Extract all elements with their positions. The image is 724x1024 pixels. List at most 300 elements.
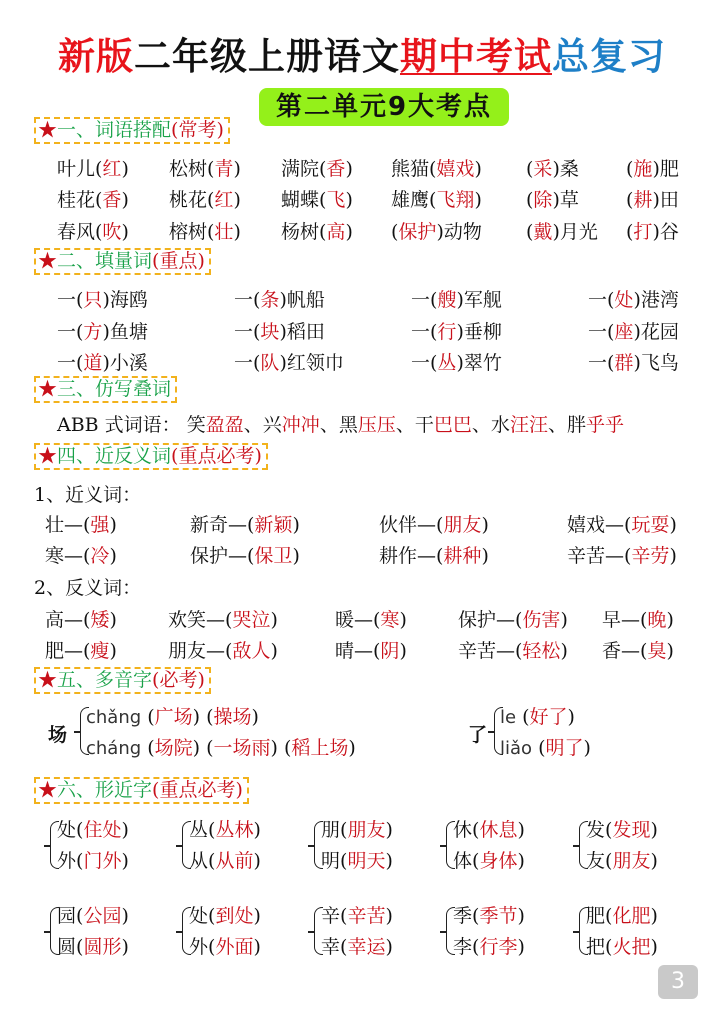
fill-in-item: [168, 605, 278, 632]
example-word: 外面: [215, 936, 254, 958]
fill-in-item: [411, 317, 502, 344]
item-answer: 矮: [90, 609, 110, 631]
item-suffix: ): [474, 189, 482, 211]
section-label: 五、多音字: [57, 669, 153, 691]
item-answer: 座: [614, 321, 634, 343]
example-word: 火把: [612, 936, 651, 958]
item-suffix: ): [399, 640, 407, 662]
similar-char-line: 休(休息): [453, 819, 525, 841]
star-icon: ★: [38, 669, 58, 691]
item-prompt: 辛苦—(: [567, 545, 632, 567]
item-answer: 飞: [326, 189, 346, 211]
fill-in-item: [391, 217, 482, 244]
item-suffix: )军舰: [456, 289, 502, 311]
abb-words-line: [57, 410, 624, 437]
item-suffix: ): [270, 609, 278, 631]
example-word: 明天: [347, 850, 386, 872]
item-answer: 方: [83, 321, 103, 343]
abb-separator: 、: [547, 414, 567, 436]
item-suffix: ): [345, 221, 353, 243]
pinyin: le: [500, 707, 517, 728]
char: 友: [586, 850, 606, 872]
item-suffix: ): [345, 189, 353, 211]
example-word-wrap: (广场): [141, 706, 201, 728]
item-prompt: 辛苦—(: [458, 640, 523, 662]
item-suffix: )桑: [552, 158, 579, 180]
item-answer: 保卫: [254, 545, 293, 567]
similar-char-line: 季(季节): [453, 905, 525, 927]
section-label: 四、近反义词: [57, 445, 172, 467]
item-prompt: 一(: [411, 352, 438, 374]
char: 园: [57, 905, 77, 927]
item-prompt: 满院(: [281, 158, 327, 180]
example-word-wrap: (稻上场): [277, 737, 356, 759]
item-answer: 飞翔: [436, 189, 475, 211]
item-suffix: )田: [652, 189, 679, 211]
item-answer: 施: [633, 158, 653, 180]
item-suffix: )鱼塘: [102, 321, 148, 343]
star-icon: ★: [38, 250, 58, 272]
polyphone-reading: [500, 702, 575, 729]
item-prompt: (: [526, 158, 534, 180]
abb-base: 黑: [338, 414, 358, 436]
item-answer: 红: [102, 158, 122, 180]
fill-in-item: [335, 636, 407, 663]
item-prompt: 一(: [57, 289, 84, 311]
example-word: 化肥: [612, 905, 651, 927]
item-answer: 丛: [437, 352, 457, 374]
item-answer: 处: [614, 289, 634, 311]
item-suffix: ): [481, 545, 489, 567]
item-answer: 晚: [647, 609, 667, 631]
item-suffix: ): [560, 640, 568, 662]
example-word: 丛林: [215, 819, 254, 841]
item-suffix: )垂柳: [456, 321, 502, 343]
item-prompt: 一(: [234, 321, 261, 343]
item-suffix: ): [121, 189, 129, 211]
similar-char-line: 体(身体): [453, 850, 525, 872]
fill-in-item: [45, 636, 117, 663]
abb-reduplication: 汪汪: [509, 414, 548, 436]
abb-reduplication: 冲冲: [281, 414, 320, 436]
item-suffix: ): [292, 514, 300, 536]
fill-in-item: [190, 541, 300, 568]
example-word: 季节: [479, 905, 518, 927]
star-icon: ★: [38, 779, 58, 801]
page-number-badge: 3: [658, 965, 698, 999]
char: 辛: [321, 905, 341, 927]
item-prompt: 保护—(: [458, 609, 523, 631]
similar-char-line: 圆(圆形): [57, 936, 129, 958]
item-prompt: 一(: [411, 289, 438, 311]
char: 处: [189, 905, 209, 927]
item-prompt: 朋友—(: [168, 640, 233, 662]
item-answer: 块: [260, 321, 280, 343]
item-answer: 打: [633, 221, 653, 243]
fill-in-item: [626, 217, 679, 244]
similar-char-line: 友(朋友): [586, 850, 658, 872]
similar-char-line: 李(行李): [453, 936, 525, 958]
section-tag: (常考): [171, 119, 224, 141]
fill-in-item: [588, 285, 679, 312]
similar-char-line: 从(从前): [189, 850, 261, 872]
similar-char-line: 朋(朋友): [321, 819, 393, 841]
item-answer: 耕: [633, 189, 653, 211]
section-heading-reduplication: [34, 376, 177, 403]
abb-separator: 、: [471, 414, 491, 436]
item-answer: 吹: [102, 221, 122, 243]
char: 发: [586, 819, 606, 841]
item-answer: 条: [260, 289, 280, 311]
fill-in-item: [526, 217, 598, 244]
similar-char-pair: [442, 815, 572, 879]
similar-char-pair: [178, 815, 308, 879]
char: 体: [453, 850, 473, 872]
item-prompt: 高—(: [45, 609, 91, 631]
example-word: 稻上场: [291, 737, 349, 759]
section-heading-synonyms-antonyms: [34, 443, 268, 470]
similar-char-line: 把(火把): [586, 936, 658, 958]
fill-in-item: [458, 605, 568, 632]
star-icon: ★: [38, 445, 58, 467]
item-answer: 阴: [380, 640, 400, 662]
item-suffix: ): [560, 609, 568, 631]
example-word-wrap: (明了): [532, 737, 591, 759]
fill-in-item: [169, 185, 241, 212]
section-heading-measure-words: [34, 248, 211, 275]
abb-reduplication: 巴巴: [433, 414, 472, 436]
fill-in-item: [602, 636, 674, 663]
item-suffix: ): [669, 514, 677, 536]
abb-separator: 、: [319, 414, 339, 436]
example-word-wrap: (场院): [141, 737, 201, 759]
section-tag: (必考): [152, 669, 205, 691]
item-answer: 寒: [380, 609, 400, 631]
item-prompt: 暖—(: [335, 609, 381, 631]
fill-in-item: [234, 317, 325, 344]
item-prompt: (: [526, 189, 534, 211]
fill-in-item: [602, 605, 674, 632]
item-prompt: 春风(: [57, 221, 103, 243]
fill-in-item: [57, 317, 148, 344]
similar-char-pair: [310, 901, 440, 965]
item-answer: 轻松: [522, 640, 561, 662]
example-word-wrap: (操场): [200, 706, 259, 728]
abb-reduplication: 盈盈: [205, 414, 244, 436]
fill-in-item: [57, 217, 129, 244]
title-part-grade: 二年级上册语文: [134, 34, 400, 78]
fill-in-item: [169, 154, 241, 181]
item-suffix: )动物: [436, 221, 482, 243]
section-label: 三、仿写叠词: [57, 378, 172, 400]
item-answer: 伤害: [522, 609, 561, 631]
section-heading-polyphones: [34, 667, 211, 694]
char: 外: [189, 936, 209, 958]
item-prompt: 一(: [57, 321, 84, 343]
item-suffix: )翠竹: [456, 352, 502, 374]
item-prompt: 松树(: [169, 158, 215, 180]
char: 外: [57, 850, 77, 872]
similar-char-pair: [310, 815, 440, 879]
example-word: 门外: [83, 850, 122, 872]
item-answer: 玩耍: [631, 514, 670, 536]
item-answer: 瘦: [90, 640, 110, 662]
item-prompt: 香—(: [602, 640, 648, 662]
pinyin: chǎng: [86, 707, 142, 728]
item-suffix: )谷: [652, 221, 679, 243]
example-word: 场院: [154, 737, 193, 759]
item-answer: 冷: [90, 545, 110, 567]
fill-in-item: [526, 154, 579, 181]
item-prompt: 嬉戏—(: [567, 514, 632, 536]
example-word: 幸运: [347, 936, 386, 958]
item-prompt: 保护—(: [190, 545, 255, 567]
fill-in-item: [379, 541, 489, 568]
similar-char-line: 发(发现): [586, 819, 658, 841]
star-icon: ★: [38, 378, 58, 400]
fill-in-item: [379, 510, 489, 537]
example-word: 好了: [529, 706, 568, 728]
char: 把: [586, 936, 606, 958]
similar-char-line: 处(住处): [57, 819, 129, 841]
item-prompt: 肥—(: [45, 640, 91, 662]
item-prompt: 一(: [588, 289, 615, 311]
example-word: 圆形: [83, 936, 122, 958]
example-word: 住处: [83, 819, 122, 841]
char: 朋: [321, 819, 341, 841]
similar-char-line: 明(明天): [321, 850, 393, 872]
pinyin: cháng: [86, 738, 142, 759]
item-suffix: )小溪: [102, 352, 148, 374]
fill-in-item: [45, 541, 117, 568]
item-prompt: 蝴蝶(: [281, 189, 327, 211]
item-prompt: 一(: [588, 352, 615, 374]
item-prompt: 耕作—(: [379, 545, 444, 567]
fill-in-item: [567, 510, 677, 537]
item-suffix: ): [233, 189, 241, 211]
example-word: 休息: [479, 819, 518, 841]
fill-in-item: [234, 348, 344, 375]
example-word-wrap: (一场雨): [200, 737, 278, 759]
antonyms-label: 2、反义词：: [34, 577, 142, 599]
abb-base: 干: [414, 414, 434, 436]
fill-in-item: [391, 154, 482, 181]
char: 李: [453, 936, 473, 958]
abb-reduplication: 乎乎: [585, 414, 624, 436]
polyphone-reading: [500, 733, 591, 760]
item-answer: 香: [326, 158, 346, 180]
item-prompt: 新奇—(: [190, 514, 255, 536]
example-word: 到处: [215, 905, 254, 927]
item-prompt: 叶儿(: [57, 158, 103, 180]
example-word: 辛苦: [347, 905, 386, 927]
similar-char-pair: [178, 901, 308, 965]
section-tag: (重点): [152, 250, 205, 272]
item-suffix: ): [109, 545, 117, 567]
title-part-new-edition: 新版: [58, 34, 134, 78]
fill-in-item: [57, 348, 148, 375]
similar-char-pair: [442, 901, 572, 965]
item-answer: 臭: [647, 640, 667, 662]
item-suffix: )红领巾: [279, 352, 344, 374]
item-answer: 保护: [398, 221, 437, 243]
title-part-midterm: 期中考试: [400, 34, 552, 78]
star-icon: ★: [38, 119, 58, 141]
item-prompt: 一(: [588, 321, 615, 343]
example-word: 行李: [479, 936, 518, 958]
char: 明: [321, 850, 341, 872]
similar-char-line: 辛(辛苦): [321, 905, 393, 927]
abb-separator: 、: [395, 414, 415, 436]
item-suffix: ): [270, 640, 278, 662]
example-word: 朋友: [347, 819, 386, 841]
item-suffix: ): [474, 158, 482, 180]
fill-in-item: [169, 217, 241, 244]
item-suffix: )飞鸟: [633, 352, 679, 374]
item-answer: 强: [90, 514, 110, 536]
fill-in-item: [281, 217, 353, 244]
example-word: 朋友: [612, 850, 651, 872]
char: 幸: [321, 936, 341, 958]
similar-char-pair: [575, 901, 705, 965]
item-suffix: ): [669, 545, 677, 567]
pinyin: liǎo: [500, 738, 533, 759]
item-suffix: ): [109, 514, 117, 536]
item-answer: 戴: [533, 221, 553, 243]
example-word: 公园: [83, 905, 122, 927]
fill-in-item: [526, 185, 579, 212]
item-prompt: 杨树(: [281, 221, 327, 243]
similar-char-pair: [46, 901, 176, 965]
item-suffix: ): [233, 221, 241, 243]
item-suffix: ): [109, 640, 117, 662]
item-prompt: (: [626, 189, 634, 211]
item-suffix: ): [399, 609, 407, 631]
fill-in-item: [57, 185, 129, 212]
section-heading-collocation: [34, 117, 230, 144]
item-suffix: )海鸥: [102, 289, 148, 311]
similar-char-pair: [46, 815, 176, 879]
item-answer: 采: [533, 158, 553, 180]
item-suffix: )花园: [633, 321, 679, 343]
item-answer: 只: [83, 289, 103, 311]
fill-in-item: [588, 348, 679, 375]
item-answer: 群: [614, 352, 634, 374]
item-prompt: 桃花(: [169, 189, 215, 211]
item-answer: 耕种: [443, 545, 482, 567]
fill-in-item: [626, 154, 679, 181]
item-prompt: (: [626, 158, 634, 180]
polyphone-reading: [86, 702, 259, 729]
item-answer: 道: [83, 352, 103, 374]
fill-in-item: [567, 541, 677, 568]
item-prompt: 一(: [234, 352, 261, 374]
similar-char-line: 丛(丛林): [189, 819, 261, 841]
item-prompt: 早—(: [602, 609, 648, 631]
item-suffix: ): [109, 609, 117, 631]
char: 休: [453, 819, 473, 841]
fill-in-item: [411, 285, 502, 312]
example-word: 身体: [479, 850, 518, 872]
item-suffix: ): [481, 514, 489, 536]
item-suffix: ): [666, 640, 674, 662]
item-prompt: 一(: [411, 321, 438, 343]
item-prompt: 壮—(: [45, 514, 91, 536]
item-suffix: ): [233, 158, 241, 180]
item-prompt: 晴—(: [335, 640, 381, 662]
abb-prefix: ABB 式词语：: [57, 414, 181, 436]
similar-char-line: 外(门外): [57, 850, 129, 872]
item-suffix: )稻田: [279, 321, 325, 343]
item-answer: 高: [326, 221, 346, 243]
char: 丛: [189, 819, 209, 841]
item-answer: 敌人: [232, 640, 271, 662]
item-prompt: 寒—(: [45, 545, 91, 567]
example-word: 从前: [215, 850, 254, 872]
item-answer: 朋友: [443, 514, 482, 536]
section-label: 六、形近字: [57, 779, 153, 801]
polyphone-char: 了: [468, 724, 488, 746]
similar-char-pair: [575, 815, 705, 879]
page-title: [0, 26, 724, 80]
item-suffix: ): [121, 158, 129, 180]
item-suffix: ): [292, 545, 300, 567]
item-prompt: (: [391, 221, 399, 243]
polyphone-reading: [86, 733, 356, 760]
similar-char-line: 园(公园): [57, 905, 129, 927]
item-suffix: )月光: [552, 221, 598, 243]
example-word: 一场雨: [213, 737, 271, 759]
fill-in-item: [626, 185, 679, 212]
item-prompt: (: [626, 221, 634, 243]
item-suffix: ): [666, 609, 674, 631]
item-prompt: (: [526, 221, 534, 243]
title-part-review: 总复习: [552, 34, 666, 78]
fill-in-item: [57, 154, 129, 181]
example-word: 明了: [545, 737, 584, 759]
item-answer: 辛劳: [631, 545, 670, 567]
item-suffix: )肥: [652, 158, 679, 180]
abb-base: 笑: [186, 414, 206, 436]
fill-in-item: [168, 636, 278, 663]
item-prompt: 伙伴—(: [379, 514, 444, 536]
polyphone-char: 场: [48, 724, 68, 746]
item-prompt: 一(: [234, 289, 261, 311]
char: 从: [189, 850, 209, 872]
item-prompt: 桂花(: [57, 189, 103, 211]
fill-in-item: [391, 185, 482, 212]
synonyms-label: 1、近义词：: [34, 484, 142, 506]
item-answer: 队: [260, 352, 280, 374]
unit-banner: 第二单元9大考点: [259, 88, 509, 126]
fill-in-item: [190, 510, 300, 537]
example-word-wrap: (好了): [516, 706, 575, 728]
similar-char-line: 肥(化肥): [586, 905, 658, 927]
similar-char-line: 处(到处): [189, 905, 261, 927]
char: 圆: [57, 936, 77, 958]
fill-in-item: [234, 285, 325, 312]
item-answer: 艘: [437, 289, 457, 311]
item-suffix: )帆船: [279, 289, 325, 311]
item-answer: 哭泣: [232, 609, 271, 631]
item-answer: 壮: [214, 221, 234, 243]
example-word: 广场: [154, 706, 193, 728]
fill-in-item: [411, 348, 502, 375]
item-prompt: 熊猫(: [391, 158, 437, 180]
abb-separator: 、: [243, 414, 263, 436]
item-suffix: ): [345, 158, 353, 180]
similar-char-line: 外(外面): [189, 936, 261, 958]
